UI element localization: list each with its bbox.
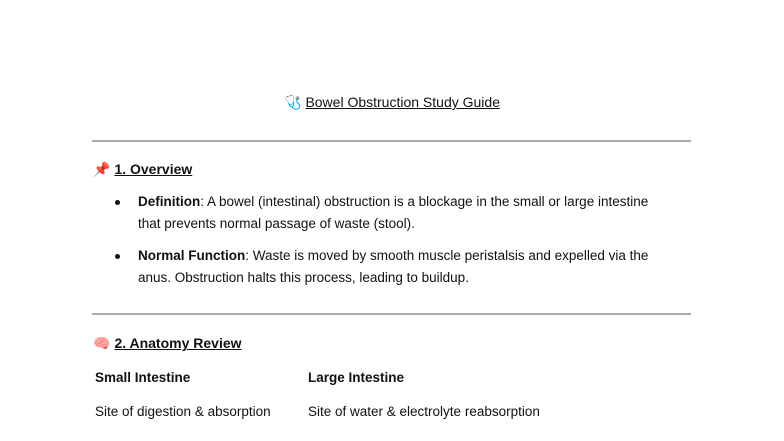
stethoscope-icon: 🩺 bbox=[284, 94, 302, 110]
table-header-cell: Large Intestine bbox=[308, 370, 405, 385]
horizontal-divider bbox=[92, 140, 691, 142]
horizontal-divider bbox=[92, 313, 691, 315]
document-title bbox=[0, 94, 784, 111]
table-cell: Site of water & electrolyte reabsorption bbox=[308, 404, 540, 419]
list-item bbox=[114, 245, 674, 289]
brain-icon: 🧠 bbox=[93, 335, 111, 351]
section-heading-anatomy bbox=[93, 335, 242, 352]
list-item bbox=[114, 191, 674, 235]
bullet-term: Normal Function bbox=[138, 248, 246, 263]
section-heading-overview bbox=[93, 161, 192, 178]
document-title-text: Bowel Obstruction Study Guide bbox=[305, 94, 500, 110]
table-header-cell: Small Intestine bbox=[95, 370, 191, 385]
bullet-text: : A bowel (intestinal) obstruction is a blockage in the small or large intestine that prevents normal passage of waste (stool). bbox=[138, 194, 649, 231]
table-cell: Site of digestion & absorption bbox=[95, 404, 271, 419]
pushpin-icon: 📌 bbox=[93, 161, 111, 177]
section-heading-text: 1. Overview bbox=[114, 161, 193, 177]
overview-bullet-list bbox=[114, 191, 674, 299]
bullet-text: : Waste is moved by smooth muscle peristalsis and expelled via the anus. Obstruction halts this process, leading to buildup. bbox=[138, 248, 649, 285]
bullet-term: Definition bbox=[138, 194, 201, 209]
section-heading-text: 2. Anatomy Review bbox=[114, 335, 242, 351]
